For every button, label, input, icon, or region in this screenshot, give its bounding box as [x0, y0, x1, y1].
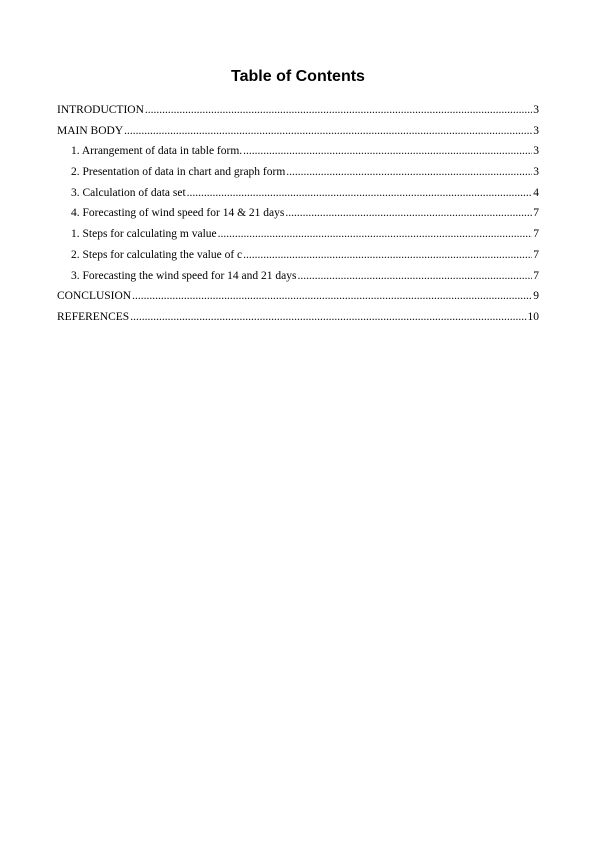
toc-entry-page: 3 [533, 166, 539, 179]
toc-entry-calculation-data-set[interactable] [57, 183, 539, 204]
toc-entry-page: 3 [533, 104, 539, 116]
toc-entry-arrangement-table[interactable] [57, 141, 539, 162]
toc-entry-label: CONCLUSION [57, 290, 132, 303]
toc-entry-page: 3 [533, 145, 539, 158]
toc-entry-forecasting-14-21-days[interactable] [57, 266, 539, 287]
toc-entry-page: 9 [533, 290, 539, 303]
toc-entry-label: MAIN BODY [57, 124, 124, 137]
toc-entry-label: 2. Steps for calculating the value of c [71, 248, 243, 261]
toc-entry-page: 10 [527, 310, 539, 323]
toc-entry-page: 7 [533, 207, 539, 220]
toc-entry-conclusion[interactable] [57, 286, 539, 307]
toc-leader-dots [130, 307, 526, 328]
toc-leader-dots [243, 141, 532, 162]
toc-leader-dots [124, 121, 532, 142]
toc-entry-label: 3. Calculation of data set [71, 186, 186, 199]
toc-entry-label: 1. Arrangement of data in table form. [71, 145, 243, 158]
toc-leader-dots [145, 100, 532, 121]
toc-leader-dots [243, 245, 532, 266]
toc-entry-introduction[interactable] [57, 100, 539, 121]
toc-entry-steps-m-value[interactable] [57, 224, 539, 245]
toc-entry-label: REFERENCES [57, 310, 130, 323]
toc-leader-dots [187, 183, 533, 204]
toc-entry-page: 7 [533, 269, 539, 282]
toc-entry-label: 1. Steps for calculating m value [71, 228, 217, 241]
toc-entry-forecasting-wind-speed[interactable] [57, 203, 539, 224]
toc-leader-dots [218, 224, 533, 245]
toc-leader-dots [297, 266, 532, 287]
toc-entry-presentation-chart[interactable] [57, 162, 539, 183]
toc-entry-label: INTRODUCTION [57, 104, 144, 116]
toc-entry-page: 7 [533, 228, 539, 241]
toc-entry-steps-c-value[interactable] [57, 245, 539, 266]
toc-title: Table of Contents [231, 68, 365, 85]
toc-list [57, 100, 539, 328]
toc-entry-page: 7 [533, 248, 539, 261]
toc-entry-references[interactable] [57, 307, 539, 328]
toc-leader-dots [286, 162, 532, 183]
toc-entry-page: 3 [533, 124, 539, 137]
toc-entry-page: 4 [533, 186, 539, 199]
toc-leader-dots [132, 286, 532, 307]
toc-leader-dots [285, 203, 532, 224]
toc-entry-label: 4. Forecasting of wind speed for 14 & 21 days [71, 207, 285, 220]
toc-entry-label: 2. Presentation of data in chart and graph form [71, 166, 286, 179]
toc-entry-label: 3. Forecasting the wind speed for 14 and 21 days [71, 269, 297, 282]
toc-entry-main-body[interactable] [57, 121, 539, 142]
